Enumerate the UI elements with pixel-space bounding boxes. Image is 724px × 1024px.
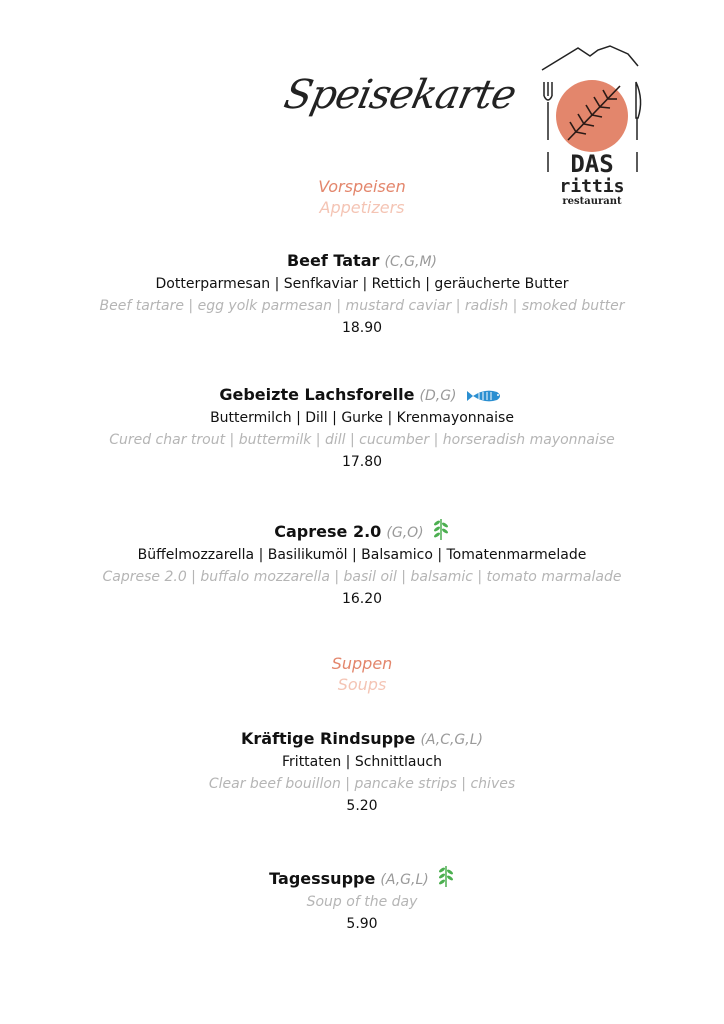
herb-icon xyxy=(437,864,455,888)
dish-price: 5.90 xyxy=(346,916,378,932)
dish-name-line xyxy=(0,864,724,891)
section-title-en: Appetizers xyxy=(319,198,405,217)
dish-item xyxy=(0,250,724,339)
dish-name: Beef Tatar xyxy=(286,251,380,270)
dish-description: Buttermilch | Dill | Gurke | Krenmayonnaise xyxy=(210,410,514,426)
dish-description-en: Caprese 2.0 | buffalo mozzarella | basil oil | balsamic | tomato marmalade xyxy=(102,569,622,585)
dish-name-line xyxy=(0,250,724,273)
section-title-de: Vorspeisen xyxy=(318,177,406,196)
logo-das: DAS xyxy=(570,150,614,178)
dish-name: Tagessuppe xyxy=(269,869,376,888)
fish-icon xyxy=(465,388,505,404)
dish-description: Büffelmozzarella | Basilikumöl | Balsamico | Tomatenmarmelade xyxy=(137,547,587,563)
dish-description-en: Cured char trout | buttermilk | dill | cucumber | horseradish mayonnaise xyxy=(109,432,615,448)
section-title-de: Suppen xyxy=(331,654,393,673)
dish-description: Dotterparmesan | Senfkaviar | Rettich | geräucherte Butter xyxy=(155,276,569,292)
dish-item xyxy=(0,384,724,473)
dish-price: 17.80 xyxy=(341,454,383,470)
dish-allergens: (A,C,G,L) xyxy=(420,732,483,748)
dish-item xyxy=(0,728,724,817)
dish-price: 18.90 xyxy=(341,320,383,336)
dish-allergens: (A,G,L) xyxy=(380,872,429,888)
dish-name: Caprese 2.0 xyxy=(274,522,382,541)
dish-price: 16.20 xyxy=(341,591,383,607)
section-title-en: Soups xyxy=(337,675,387,694)
dish-description-en: Clear beef bouillon | pancake strips | chives xyxy=(208,776,516,792)
logo-rittis: rittis xyxy=(559,176,625,197)
dish-allergens: (C,G,M) xyxy=(384,254,438,270)
dish-description-en: Beef tartare | egg yolk parmesan | mustard caviar | radish | smoked butter xyxy=(99,298,625,314)
dish-name: Gebeizte Lachsforelle xyxy=(219,385,415,404)
dish-allergens: (D,G) xyxy=(419,388,457,404)
dish-name-line xyxy=(0,728,724,751)
dish-description-en: Soup of the day xyxy=(306,894,418,910)
dish-name: Kräftige Rindsuppe xyxy=(240,729,416,748)
page-title: Speisekarte xyxy=(280,72,520,118)
herb-icon xyxy=(432,517,450,541)
logo-restaurant: restaurant xyxy=(562,196,622,207)
dish-description: Frittaten | Schnittlauch xyxy=(282,754,442,770)
dish-name-line xyxy=(0,517,724,544)
dish-item xyxy=(0,517,724,610)
dish-item xyxy=(0,864,724,935)
dish-name-line xyxy=(0,384,724,407)
section-starters-heading xyxy=(0,177,724,217)
dish-price: 5.20 xyxy=(346,798,378,814)
dish-allergens: (G,O) xyxy=(386,525,424,541)
section-soups-heading xyxy=(0,654,724,694)
